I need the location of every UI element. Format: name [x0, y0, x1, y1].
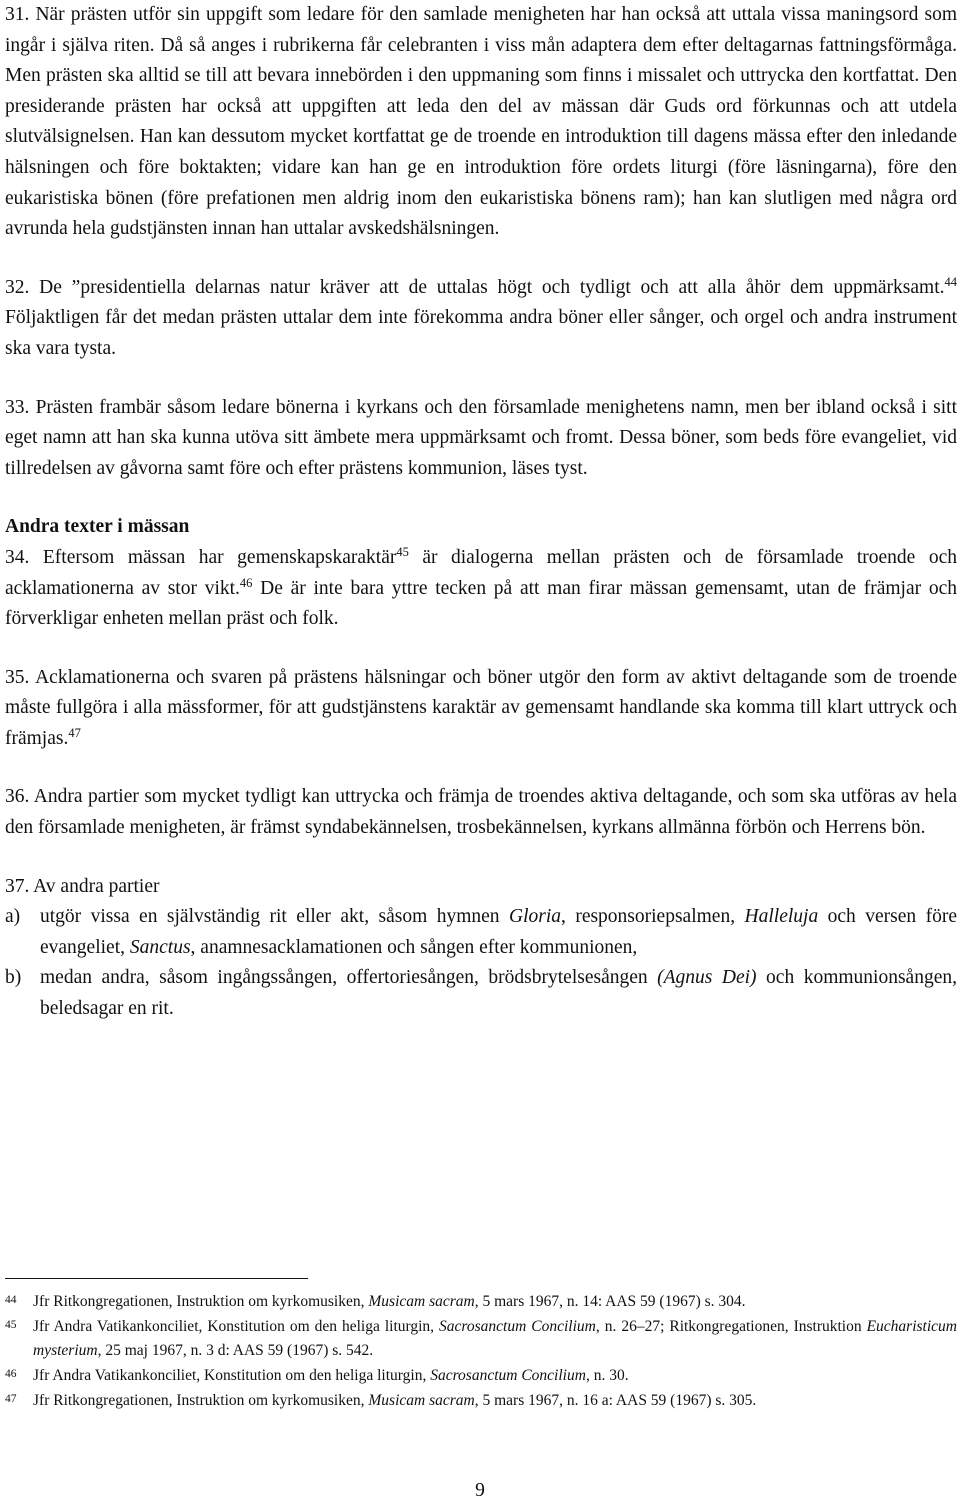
footnote-ref-44[interactable]: 44 [944, 274, 957, 289]
italic-title: Eucharisticum mysterium [33, 1317, 957, 1360]
paragraph-35 [5, 663, 957, 755]
list-item-text [40, 963, 957, 1024]
footnote [5, 1315, 957, 1364]
list-item-text [40, 902, 957, 963]
text-run: , 5 mars 1967, n. 14: AAS 59 (1967) s. 304. [474, 1293, 746, 1310]
footnote-separator [5, 1278, 308, 1279]
footnote [5, 1364, 957, 1389]
footnote [5, 1290, 957, 1315]
page-number: 9 [475, 1480, 485, 1501]
paragraph-number: 36. [5, 786, 30, 808]
italic-title: Musicam sacram [368, 1293, 475, 1310]
document-body [5, 0, 957, 1025]
footnote-number: 45 [5, 1318, 17, 1331]
text-run: och kommunionsången, beledsagar en rit. [40, 967, 957, 1020]
list-marker: b) [5, 967, 22, 989]
paragraph-37-intro [5, 872, 957, 903]
italic-term: (Agnus Dei) [657, 967, 757, 989]
text-run: Jfr Ritkongregationen, Instruktion om kyrkomusiken, [33, 1391, 369, 1409]
italic-title: Musicam sacram [368, 1391, 475, 1409]
list-item-b [5, 963, 957, 1024]
footnote-text [33, 1364, 957, 1389]
text-run: , n. 30. [585, 1367, 629, 1385]
italic-title: Sacrosanctum Concilium [439, 1317, 596, 1335]
paragraph-text: Andra partier som mycket tydligt kan uttrycka och främja de troendes aktiva deltagande, och som ska utföras av hela den församlade menigheten, är främst syndabekännelsen, trosbekännelsen, kyrkans allmänna förbön och Herrens bön. [5, 786, 957, 839]
text-run: , 5 mars 1967, n. 16 a: AAS 59 (1967) s. 305. [474, 1391, 757, 1409]
italic-term: Halleluja [744, 906, 819, 928]
paragraph-number: 31. [5, 4, 30, 25]
text-run: Jfr Andra Vatikankonciliet, Konstitution om den heliga liturgin, [33, 1317, 440, 1335]
footnote-number: 44 [5, 1294, 17, 1306]
footnote-text [33, 1315, 957, 1364]
italic-term: Gloria [508, 906, 561, 928]
section-heading: Andra texter i mässan [5, 516, 190, 538]
footnote-text [33, 1389, 957, 1414]
text-run: utgör vissa en självständig rit eller akt, såsom hymnen [40, 906, 509, 928]
footnote-number: 46 [5, 1368, 17, 1381]
paragraph-36 [5, 782, 957, 843]
paragraph-32 [5, 273, 957, 365]
paragraph-text: är dialogerna mellan prästen och de församlade troende och acklamationerna av stor vikt. [5, 546, 957, 599]
paragraph-number: 33. [5, 396, 30, 418]
paragraph-33 [5, 393, 957, 485]
footnote-ref-47[interactable]: 47 [68, 725, 81, 740]
paragraph-34 [5, 543, 957, 635]
footnote-ref-46[interactable]: 46 [239, 575, 253, 590]
text-run: , anamnesacklamationen och sången efter kommunionen, [190, 936, 638, 958]
paragraph-text: Eftersom mässan har gemenskapskaraktär [29, 546, 397, 568]
text-run: , 25 maj 1967, n. 3 d: AAS 59 (1967) s. 542. [97, 1342, 374, 1360]
text-run: , responsoriepsalmen, [561, 906, 745, 928]
italic-title: Sacrosanctum Concilium [430, 1367, 586, 1385]
footnote [5, 1389, 957, 1414]
text-run: , n. 26–27; Ritkongregationen, Instruktion [595, 1317, 867, 1335]
list-item-a [5, 902, 957, 963]
paragraph-text: Följaktligen får det medan prästen uttalar dem inte förekomma andra böner eller sånger, och orgel och andra instrument ska vara tysta. [5, 307, 957, 359]
paragraph-text: Acklamationerna och svaren på prästens hälsningar och böner utgör den form av aktivt deltagande som de troende måste fullgöra i alla mässformer, för att gudstjänstens karaktär av gemensamt handlande ska komma till klart uttryck och främjas. [5, 666, 957, 749]
paragraph-number: 32. [5, 276, 30, 298]
text-run: medan andra, såsom ingångssången, offertoriesången, brödsbrytelsesången [40, 967, 658, 989]
text-run: Jfr Ritkongregationen, Instruktion om kyrkomusiken, [33, 1293, 369, 1310]
footnote-ref-45[interactable]: 45 [396, 544, 409, 559]
footnote-text [33, 1290, 957, 1315]
paragraph-number: 37. [5, 875, 30, 897]
paragraph-number: 34. [5, 546, 30, 568]
footnotes [5, 1290, 957, 1414]
paragraph-31 [5, 0, 957, 245]
paragraph-text: De ”presidentiella delarnas natur kräver att de uttalas högt och tydligt och att alla åhör dem uppmärksamt. [29, 276, 945, 298]
list-marker: a) [5, 906, 21, 928]
text-run: Jfr Andra Vatikankonciliet, Konstitution om den heliga liturgin, [33, 1367, 431, 1385]
paragraph-text: Prästen frambär såsom ledare bönerna i kyrkans och den församlade menighetens namn, men ber ibland också i sitt eget namn att han ska kunna utöva sitt ämbete mera uppmärksamt och fromt. Dessa böner, som beds före evangeliet, vid tillredelsen av gåvorna samt före och efter prästens kommunion, läses tyst. [5, 396, 957, 479]
paragraph-text: Av andra partier [29, 875, 160, 897]
paragraph-37 [5, 872, 957, 1025]
footnote-number: 47 [5, 1392, 17, 1405]
paragraph-text: När prästen utför sin uppgift som ledare för den samlade menigheten har han också att uttala vissa maningsord som ingår i själva riten. Då så anges i rubrikerna får celebranten i viss mån adaptera dem efter deltagarnas fattningsförmåga. Men prästen ska alltid se till att bevara innebörden i den uppmaning som finns i missalet och uttrycka den kortfattat. Den presiderande prästen har också att uppgiften att leda den del av mässan där Guds ord förkunnas och att utdela slutvälsignelsen. Han kan dessutom mycket kortfattat ge de troende en introduktion till dagens mässa efter den inledande hälsningen och före boktakten; vidare kan han ge en introduktion före ordets liturgi (före läsningarna), före den eukaristiska bönen (före prefationen men aldrig inom den eukaristiska bönens ram); han kan slutligen med några ord avrunda hela gudstjänsten innan han uttalar avskedshälsningen. [5, 4, 957, 240]
text-run: och versen före evangeliet, [40, 906, 957, 958]
paragraph-text: De är inte bara yttre tecken på att man firar mässan gemensamt, utan de främjar och förverkligar enheten mellan präst och folk. [5, 577, 957, 630]
paragraph-number: 35. [5, 666, 30, 688]
italic-term: Sanctus [129, 936, 191, 958]
